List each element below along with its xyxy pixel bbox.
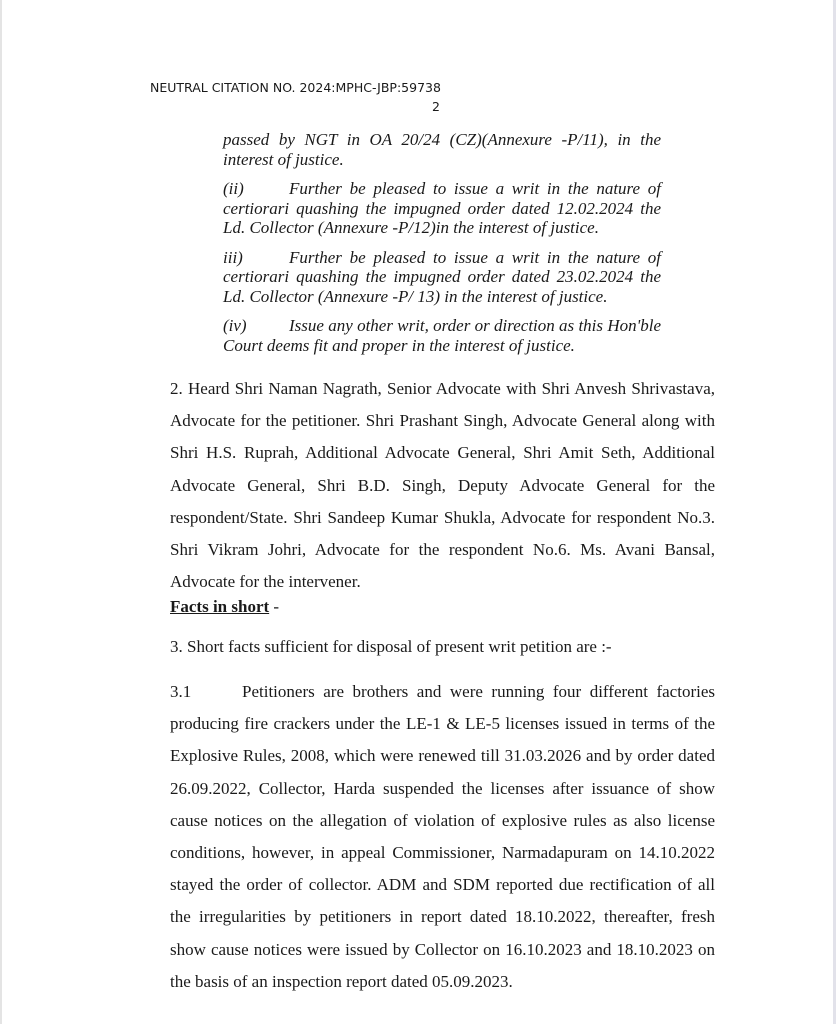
facts-heading: [170, 597, 279, 617]
prayer-list: [223, 130, 661, 365]
prayer-number: (iv): [223, 316, 247, 335]
paragraph-3-1-body: [170, 676, 715, 998]
page-number: 2: [432, 99, 440, 114]
prayer-item: [223, 248, 661, 307]
paragraph-3-1-number: 3.1: [170, 682, 192, 701]
paragraph-3-1-text: Petitioners are brothers and were running four different factories producing fire crackers under the LE-1 & LE-5 licenses issued in terms of the Explosive Rules, 2008, which were renewed till 31.03.2026 and by order dated 26.09.2022, Collector, Harda suspended the licenses after issuance of show cause notices on the allegation of violation of explosive rules as also license conditions, however, in appeal Commissioner, Narmadapuram on 14.10.2022 stayed the order of collector. ADM and SDM reported due rectification of all the irregularities by petitioners in report dated 18.10.2022, thereafter, fresh show cause notices were issued by Collector on 16.10.2023 and 18.10.2023 on the basis of an inspection report dated 05.09.2023.: [170, 682, 715, 991]
prayer-text: Further be pleased to issue a writ in the nature of certiorari quashing the impugned order dated 12.02.2024 the Ld. Collector (Annexure -P/12)in the interest of justice.: [223, 179, 661, 237]
prayer-item: [223, 316, 661, 355]
prayer-number: (ii): [223, 179, 244, 198]
prayer-number: iii): [223, 247, 243, 267]
prayer-text: Further be pleased to issue a writ in the nature of certiorari quashing the impugned order dated 23.02.2024 the Ld. Collector (Annexure -P/ 13) in the interest of justice.: [223, 247, 661, 306]
prayer-text: passed by NGT in OA 20/24 (CZ)(Annexure -P/11), in the interest of justice.: [223, 130, 661, 169]
facts-heading-text: Facts in short: [170, 597, 270, 616]
neutral-citation: NEUTRAL CITATION NO. 2024:MPHC-JBP:59738: [150, 80, 441, 95]
paragraph-3-1: [170, 676, 715, 998]
prayer-text: Issue any other writ, order or direction as this Hon'ble Court deems fit and proper in the interest of justice.: [223, 316, 661, 355]
facts-heading-suffix: -: [269, 597, 280, 616]
prayer-item: [223, 130, 661, 169]
prayer-item: [223, 179, 661, 238]
paragraph-2-text: 2. Heard Shri Naman Nagrath, Senior Advocate with Shri Anvesh Shrivastava, Advocate for the petitioner. Shri Prashant Singh, Advocate General along with Shri H.S. Ruprah, Additional Advocate General, Shri Amit Seth, Additional Advocate General, Shri B.D. Singh, Deputy Advocate General for the respondent/State. Shri Sandeep Kumar Shukla, Advocate for respondent No.3. Shri Vikram Johri, Advocate for the respondent No.6. Ms. Avani Bansal, Advocate for the intervener.: [170, 379, 715, 592]
paragraph-3: 3. Short facts sufficient for disposal of present writ petition are :-: [170, 637, 612, 656]
paragraph-2: [170, 373, 715, 598]
